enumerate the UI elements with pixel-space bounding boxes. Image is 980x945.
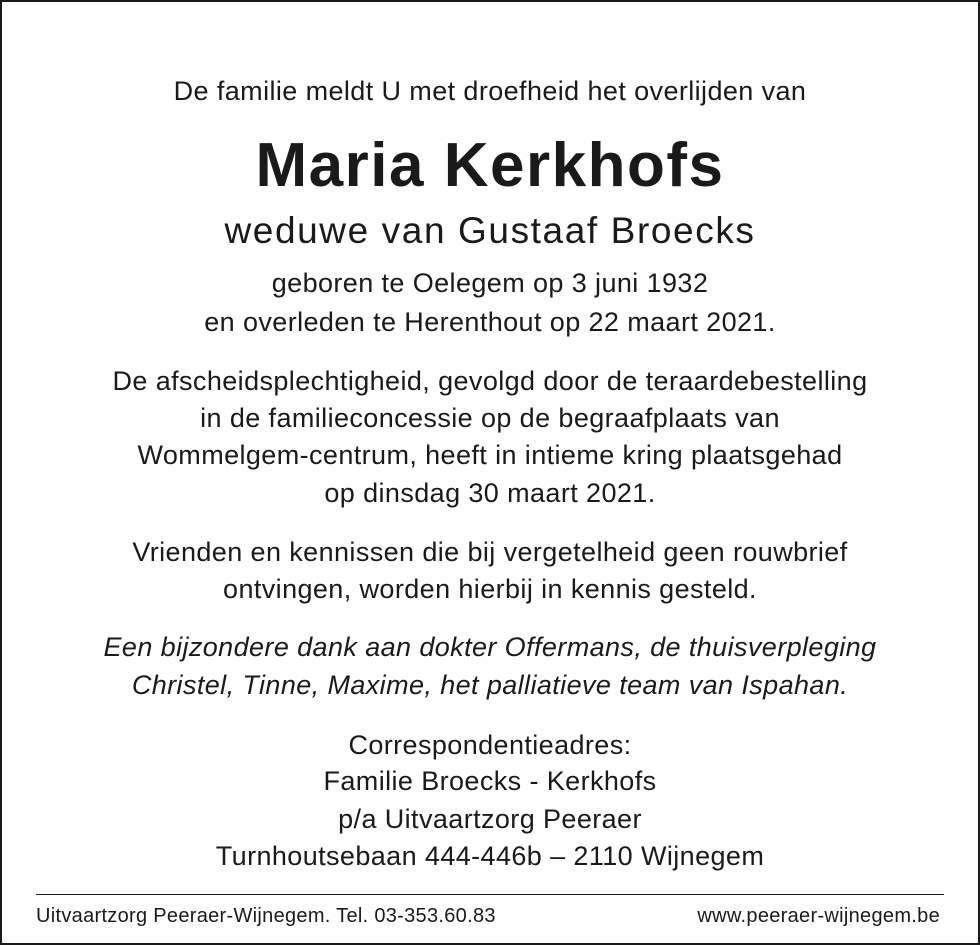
birth-text: geboren te Oelegem op 3 juni 1932	[271, 268, 709, 298]
correspondence-address: Turnhoutsebaan 444-446b – 2110 Wijnegem	[215, 841, 765, 871]
ceremony-line: in de familieconcessie op de begraafplaats van	[200, 403, 780, 433]
deceased-name: Maria Kerkhofs	[255, 131, 725, 200]
death-text: en overleden te Herenthout op 22 maart 2021.	[204, 307, 776, 337]
notice-line: ontvingen, worden hierbij in kennis gesteld.	[223, 574, 757, 604]
thanks-line: Een bijzondere dank aan dokter Offermans, de thuisverpleging	[103, 632, 877, 662]
footer-divider	[36, 894, 944, 895]
funeral-home-contact: Uitvaartzorg Peeraer-Wijnegem. Tel. 03-353.60.83	[36, 905, 496, 927]
ceremony-line: De afscheidsplechtigheid, gevolgd door de teraardebestelling	[112, 366, 868, 396]
ceremony-line: Wommelgem-centrum, heeft in intieme kring plaatsgehad	[137, 440, 843, 470]
correspondence-line: p/a Uitvaartzorg Peeraer	[338, 804, 642, 834]
correspondence-heading: Correspondentieadres:	[348, 730, 632, 760]
website-link[interactable]: www.peeraer-wijnegem.be	[697, 905, 940, 927]
ceremony-line: op dinsdag 30 maart 2021.	[324, 478, 656, 508]
thanks-line: Christel, Tinne, Maxime, het palliatieve team van Ispahan.	[131, 670, 849, 700]
widow-of-text: weduwe van Gustaaf Broecks	[224, 210, 756, 251]
correspondence-line: Familie Broecks - Kerkhofs	[323, 766, 657, 796]
intro-text: De familie meldt U met droefheid het overlijden van	[173, 76, 807, 106]
notice-line: Vrienden en kennissen die bij vergetelheid geen rouwbrief	[132, 537, 848, 567]
